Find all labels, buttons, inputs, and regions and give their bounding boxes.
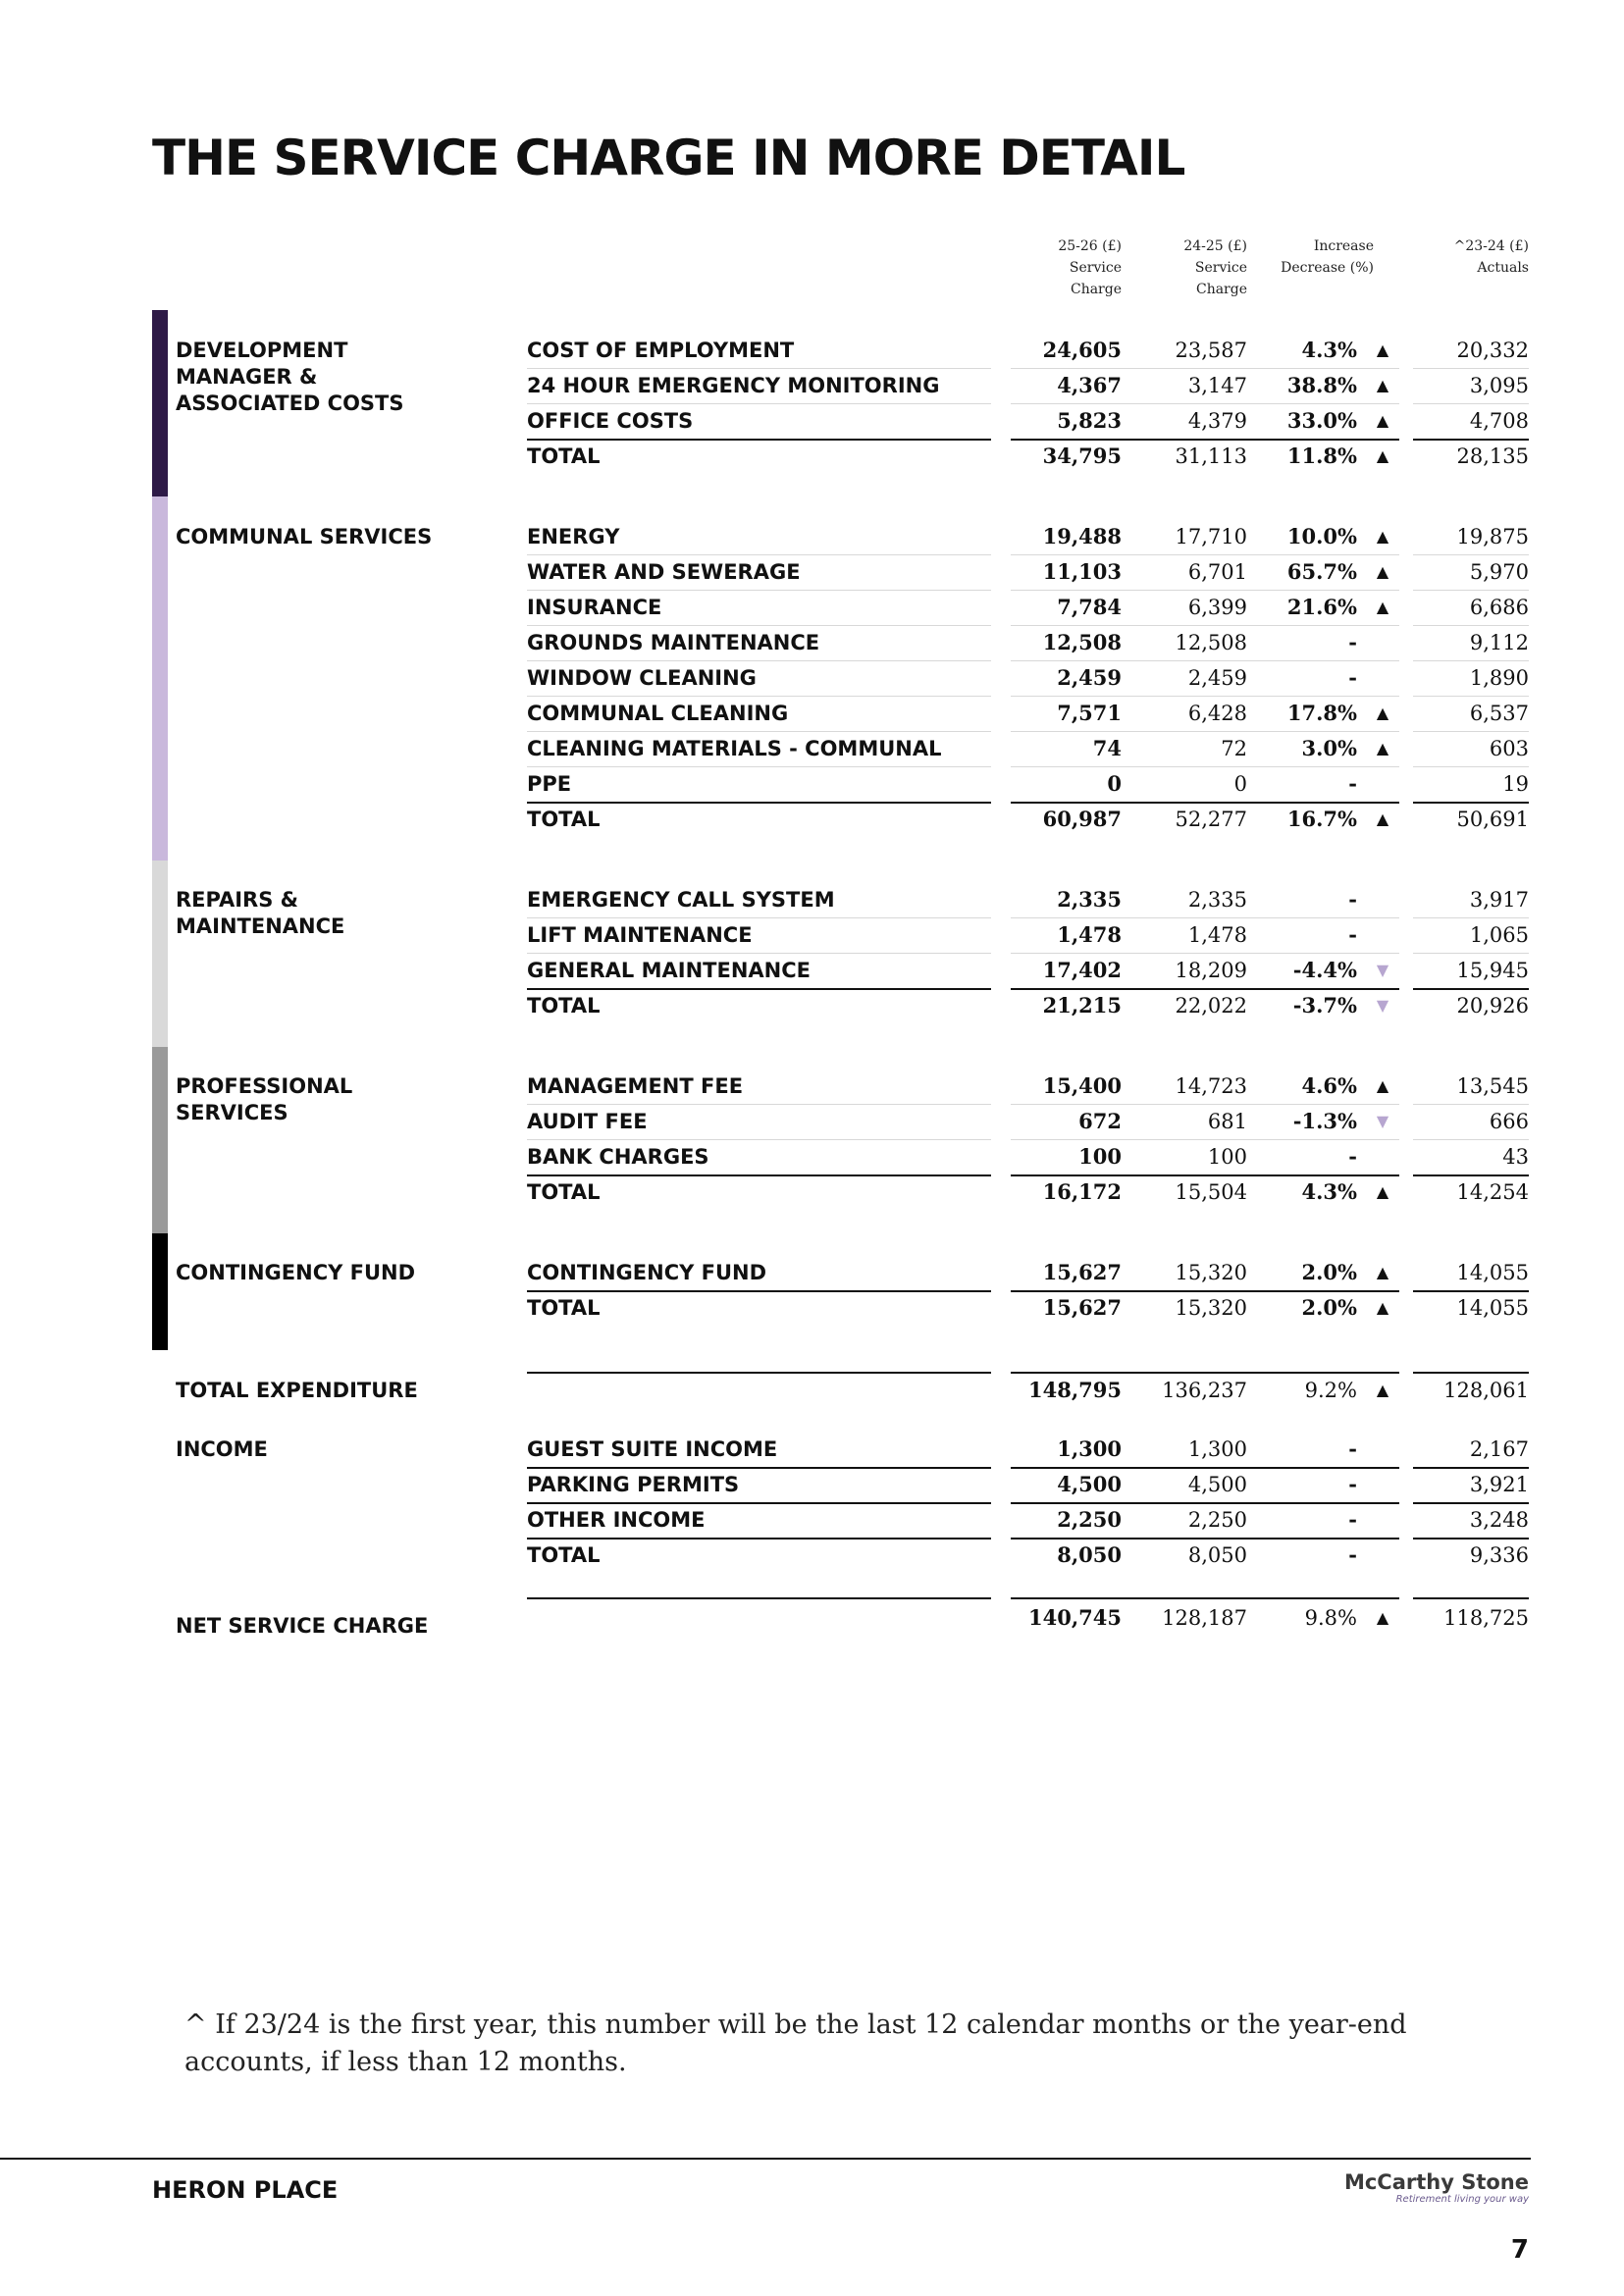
value-2324-actual: 28,135	[1456, 444, 1529, 468]
value-2324-actual: 43	[1502, 1145, 1529, 1169]
line-item-label: GENERAL MAINTENANCE	[527, 959, 811, 982]
development-name: HERON PLACE	[152, 2176, 339, 2204]
increase-arrow-icon: ▲	[1376, 704, 1389, 722]
value-2425: 23,587	[1175, 339, 1247, 362]
line-item-label: COST OF EMPLOYMENT	[527, 339, 795, 362]
line-item-label: TOTAL	[527, 444, 601, 468]
table-row	[0, 555, 1624, 589]
increase-arrow-icon: ▲	[1376, 1381, 1389, 1399]
value-2324-actual: 9,336	[1469, 1543, 1529, 1567]
value-2324-actual: 1,065	[1469, 923, 1529, 947]
brand-tagline: Retirement living your way	[1395, 2194, 1529, 2205]
percent-change: -	[1348, 630, 1357, 654]
value-2324-actual: 666	[1489, 1110, 1529, 1133]
header-2526-service-charge: 25-26 (£) Service Charge	[1058, 238, 1122, 297]
value-2526: 34,795	[1042, 444, 1122, 468]
value-2526: 4,500	[1057, 1472, 1122, 1496]
percent-change: -	[1348, 771, 1357, 796]
value-2324-actual: 14,055	[1456, 1261, 1529, 1284]
increase-arrow-icon: ▲	[1376, 527, 1389, 546]
value-2324-actual: 15,945	[1456, 959, 1529, 982]
value-2425: 1,478	[1187, 923, 1247, 947]
line-item-label: ENERGY	[527, 525, 620, 548]
brand-name: McCarthy Stone	[1343, 2170, 1529, 2194]
value-2526: 60,987	[1042, 807, 1122, 831]
percent-change: -4.4%	[1292, 958, 1357, 982]
percent-change: 3.0%	[1301, 736, 1357, 760]
value-2324-actual: 20,332	[1456, 339, 1529, 362]
percent-change: 9.2%	[1304, 1379, 1357, 1402]
table-row	[0, 369, 1624, 402]
table-row	[0, 1140, 1624, 1174]
value-2526: 2,250	[1057, 1507, 1122, 1532]
value-2526: 4,367	[1057, 373, 1122, 397]
percent-change: 11.8%	[1286, 444, 1357, 468]
total-row	[0, 989, 1624, 1022]
percent-change: 2.0%	[1301, 1295, 1357, 1320]
line-item-label: OFFICE COSTS	[527, 409, 694, 433]
value-2324-actual: 4,708	[1469, 409, 1529, 433]
table-row	[0, 954, 1624, 987]
percent-change: -	[1348, 1144, 1357, 1169]
value-2324-actual: 603	[1489, 737, 1529, 760]
footnote: ^ If 23/24 is the first year, this number will be the last 12 calendar months or the year-end accounts, if less than 12 months.	[184, 2009, 1407, 2077]
percent-change: 38.8%	[1286, 373, 1357, 397]
category-label: PROFESSIONAL SERVICES	[176, 1074, 353, 1124]
value-2324-actual: 6,537	[1469, 702, 1529, 725]
value-2425: 8,050	[1187, 1543, 1247, 1567]
header-2425-service-charge: 24-25 (£) Service Charge	[1183, 238, 1247, 297]
line-item-label: BANK CHARGES	[527, 1145, 709, 1169]
line-item-label: WATER AND SEWERAGE	[527, 560, 801, 584]
increase-arrow-icon: ▲	[1376, 1263, 1389, 1281]
percent-change: -	[1348, 1507, 1357, 1532]
category-label: COMMUNAL SERVICES	[176, 525, 433, 548]
value-2425: 2,335	[1187, 888, 1247, 912]
decrease-arrow-icon: ▼	[1376, 996, 1389, 1015]
line-item-label: TOTAL	[527, 1543, 601, 1567]
value-2526: 17,402	[1042, 958, 1122, 982]
line-item-label: OTHER INCOME	[527, 1508, 706, 1532]
value-2526: 12,508	[1042, 630, 1122, 654]
value-2324-actual: 3,248	[1469, 1508, 1529, 1532]
value-2526: 7,784	[1057, 595, 1122, 619]
category-label: CONTINGENCY FUND	[176, 1261, 416, 1284]
value-2425: 72	[1221, 737, 1247, 760]
page-number: 7	[1510, 2235, 1529, 2265]
total-row	[0, 1175, 1624, 1209]
line-item-label: INSURANCE	[527, 596, 662, 619]
line-item-label: TOTAL	[527, 808, 601, 831]
percent-change: -1.3%	[1292, 1109, 1357, 1133]
value-2425: 6,428	[1187, 702, 1247, 725]
value-2324-actual: 5,970	[1469, 560, 1529, 584]
percent-change: -	[1348, 1542, 1357, 1567]
value-2425: 15,320	[1175, 1296, 1247, 1320]
increase-arrow-icon: ▲	[1376, 376, 1389, 394]
value-2324-actual: 14,055	[1456, 1296, 1529, 1320]
value-2425: 4,500	[1187, 1473, 1247, 1496]
value-2324-actual: 2,167	[1469, 1437, 1529, 1461]
table-row	[0, 334, 1624, 367]
table-row	[0, 918, 1624, 952]
category-label: DEVELOPMENT MANAGER & ASSOCIATED COSTS	[176, 339, 404, 415]
value-2425: 2,250	[1187, 1508, 1247, 1532]
category-label: REPAIRS & MAINTENANCE	[176, 888, 345, 938]
value-2526: 16,172	[1042, 1179, 1122, 1204]
total-row	[0, 1291, 1624, 1325]
increase-arrow-icon: ▲	[1376, 562, 1389, 581]
value-2425: 52,277	[1175, 808, 1247, 831]
value-2526: 2,459	[1057, 665, 1122, 690]
value-2324-actual: 20,926	[1456, 994, 1529, 1018]
table-row	[0, 404, 1624, 438]
value-2425: 100	[1207, 1145, 1247, 1169]
table-row	[0, 732, 1624, 765]
line-item-label: WINDOW CLEANING	[527, 666, 757, 690]
increase-arrow-icon: ▲	[1376, 340, 1389, 359]
value-2526: 21,215	[1042, 993, 1122, 1018]
value-2526: 74	[1092, 736, 1122, 760]
value-2324-actual: 3,921	[1469, 1473, 1529, 1496]
value-2425: 15,320	[1175, 1261, 1247, 1284]
table-row	[0, 1601, 1624, 1635]
total-row	[0, 440, 1624, 473]
increase-arrow-icon: ▲	[1376, 598, 1389, 616]
value-2425: 31,113	[1175, 444, 1247, 468]
value-2324-actual: 9,112	[1469, 631, 1529, 654]
value-2526: 15,400	[1042, 1073, 1122, 1098]
line-item-label: GUEST SUITE INCOME	[527, 1437, 778, 1461]
value-2425: 14,723	[1175, 1074, 1247, 1098]
total-rule	[1011, 1597, 1399, 1599]
value-2425: 6,399	[1187, 596, 1247, 619]
increase-arrow-icon: ▲	[1376, 1182, 1389, 1201]
value-2425: 0	[1233, 772, 1247, 796]
percent-change: -3.7%	[1292, 993, 1357, 1018]
value-2526: 1,300	[1057, 1436, 1122, 1461]
value-2425: 2,459	[1187, 666, 1247, 690]
increase-arrow-icon: ▲	[1376, 809, 1389, 828]
value-2526: 140,745	[1028, 1605, 1122, 1630]
value-2324-actual: 3,095	[1469, 374, 1529, 397]
line-item-label: LIFT MAINTENANCE	[527, 923, 753, 947]
value-2526: 5,823	[1057, 408, 1122, 433]
table-row	[0, 1503, 1624, 1537]
footer-divider	[0, 2158, 1531, 2160]
line-item-label: TOTAL	[527, 1180, 601, 1204]
line-item-label: EMERGENCY CALL SYSTEM	[527, 888, 835, 912]
percent-change: -	[1348, 887, 1357, 912]
increase-arrow-icon: ▲	[1376, 1608, 1389, 1627]
percent-change: 21.6%	[1286, 595, 1357, 619]
line-item-label: AUDIT FEE	[527, 1110, 648, 1133]
income-label: INCOME	[176, 1437, 268, 1461]
percent-change: 65.7%	[1286, 559, 1357, 584]
value-2425: 6,701	[1187, 560, 1247, 584]
value-2324-actual: 50,691	[1456, 808, 1529, 831]
value-2526: 1,478	[1057, 922, 1122, 947]
line-item-label: TOTAL	[527, 994, 601, 1018]
table-row	[0, 767, 1624, 801]
value-2526: 148,795	[1028, 1378, 1122, 1402]
line-item-label: GROUNDS MAINTENANCE	[527, 631, 820, 654]
table-row	[0, 520, 1624, 553]
value-2425: 17,710	[1175, 525, 1247, 548]
total-rule	[527, 1597, 991, 1599]
line-item-label: MANAGEMENT FEE	[527, 1074, 744, 1098]
line-item-label: COMMUNAL CLEANING	[527, 702, 789, 725]
percent-change: 16.7%	[1286, 807, 1357, 831]
value-2425: 22,022	[1175, 994, 1247, 1018]
value-2425: 681	[1207, 1110, 1247, 1133]
value-2526: 19,488	[1042, 524, 1122, 548]
total-rule	[1413, 1597, 1529, 1599]
total-expenditure-label: TOTAL EXPENDITURE	[176, 1379, 418, 1402]
increase-arrow-icon: ▲	[1376, 1298, 1389, 1317]
value-2526: 672	[1078, 1109, 1122, 1133]
table-row	[0, 883, 1624, 916]
page-title: THE SERVICE CHARGE IN MORE DETAIL	[152, 130, 1185, 186]
line-item-label: PARKING PERMITS	[527, 1473, 740, 1496]
increase-arrow-icon: ▲	[1376, 739, 1389, 757]
value-2324-actual: 118,725	[1443, 1606, 1529, 1630]
decrease-arrow-icon: ▼	[1376, 1112, 1389, 1130]
value-2324-actual: 14,254	[1456, 1180, 1529, 1204]
line-item-label: 24 HOUR EMERGENCY MONITORING	[527, 374, 940, 397]
percent-change: -	[1348, 665, 1357, 690]
value-2526: 15,627	[1042, 1295, 1122, 1320]
value-2324-actual: 128,061	[1443, 1379, 1529, 1402]
percent-change: 4.6%	[1301, 1073, 1357, 1098]
table-row	[0, 591, 1624, 624]
percent-change: 4.3%	[1301, 1179, 1357, 1204]
value-2526: 11,103	[1042, 559, 1122, 584]
table-row	[0, 661, 1624, 695]
table-row	[0, 626, 1624, 659]
line-item-label: CONTINGENCY FUND	[527, 1261, 767, 1284]
percent-change: 2.0%	[1301, 1260, 1357, 1284]
percent-change: 33.0%	[1286, 408, 1357, 433]
value-2526: 0	[1107, 771, 1122, 796]
value-2324-actual: 19	[1502, 772, 1529, 796]
value-2526: 100	[1078, 1144, 1122, 1169]
brand-logo	[1344, 2170, 1529, 2205]
decrease-arrow-icon: ▼	[1376, 961, 1389, 979]
percent-change: 9.8%	[1304, 1606, 1357, 1630]
table-row	[0, 1070, 1624, 1103]
percent-change: -	[1348, 922, 1357, 947]
table-row	[0, 1433, 1624, 1466]
value-2425: 18,209	[1175, 959, 1247, 982]
percent-change: -	[1348, 1436, 1357, 1461]
total-row	[0, 803, 1624, 836]
value-2324-actual: 6,686	[1469, 596, 1529, 619]
value-2425: 136,237	[1162, 1379, 1247, 1402]
increase-arrow-icon: ▲	[1376, 446, 1389, 465]
percent-change: -	[1348, 1472, 1357, 1496]
value-2324-actual: 19,875	[1456, 525, 1529, 548]
percent-change: 10.0%	[1286, 524, 1357, 548]
line-item-label: TOTAL	[527, 1296, 601, 1320]
value-2425: 4,379	[1187, 409, 1247, 433]
value-2526: 2,335	[1057, 887, 1122, 912]
value-2425: 1,300	[1187, 1437, 1247, 1461]
value-2324-actual: 1,890	[1469, 666, 1529, 690]
line-item-label: CLEANING MATERIALS - COMMUNAL	[527, 737, 942, 760]
percent-change: 4.3%	[1301, 338, 1357, 362]
line-item-label: PPE	[527, 772, 572, 796]
table-row	[0, 1468, 1624, 1501]
net-service-charge-label: NET SERVICE CHARGE	[176, 1614, 429, 1638]
total-row	[0, 1539, 1624, 1572]
table-row	[0, 1256, 1624, 1289]
value-2425: 15,504	[1175, 1180, 1247, 1204]
table-row	[0, 1374, 1624, 1407]
table-row	[0, 1105, 1624, 1138]
percent-change: 17.8%	[1286, 701, 1357, 725]
increase-arrow-icon: ▲	[1376, 411, 1389, 430]
value-2526: 15,627	[1042, 1260, 1122, 1284]
value-2425: 128,187	[1162, 1606, 1247, 1630]
value-2324-actual: 3,917	[1469, 888, 1529, 912]
header-increase-decrease: Increase Decrease (%)	[1281, 238, 1374, 276]
value-2425: 3,147	[1187, 374, 1247, 397]
value-2526: 7,571	[1057, 701, 1122, 725]
header-2324-actuals: ^23-24 (£) Actuals	[1453, 238, 1529, 276]
value-2324-actual: 13,545	[1456, 1074, 1529, 1098]
value-2526: 8,050	[1057, 1542, 1122, 1567]
value-2425: 12,508	[1175, 631, 1247, 654]
increase-arrow-icon: ▲	[1376, 1076, 1389, 1095]
value-2526: 24,605	[1042, 338, 1122, 362]
table-row	[0, 697, 1624, 730]
